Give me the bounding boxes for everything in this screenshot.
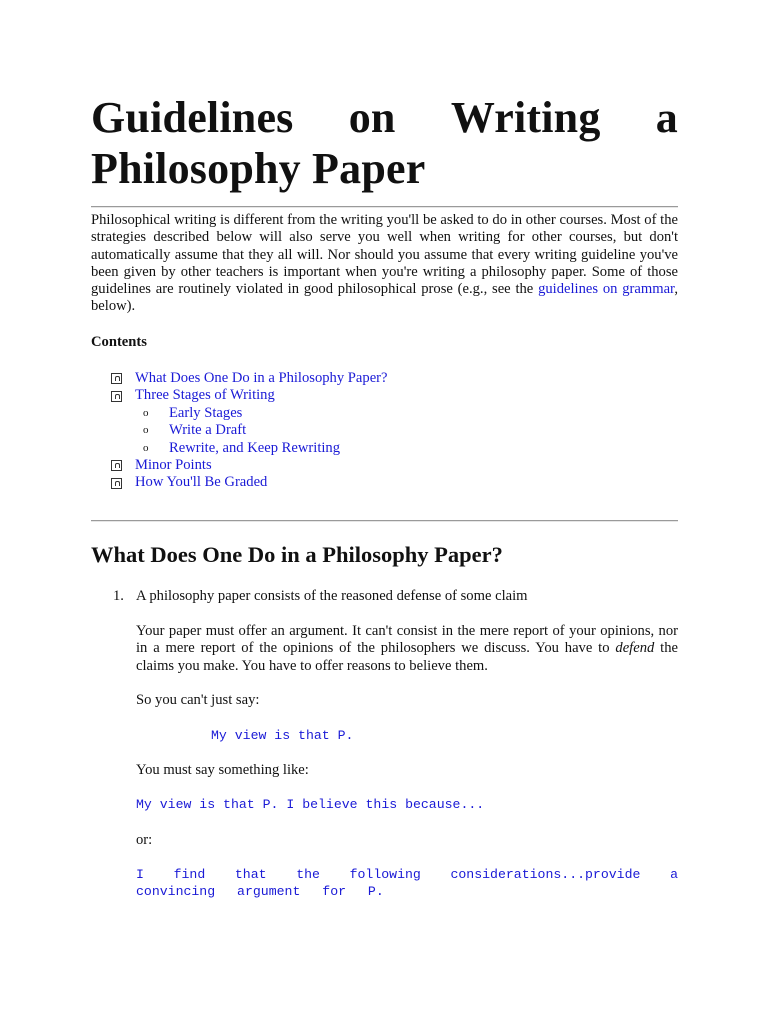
sub-bullet-icon: o [143,424,149,437]
title-word: a [655,93,678,142]
sub-bullet-icon: o [143,441,149,454]
toc-link-three-stages[interactable]: Three Stages of Writing [135,387,275,404]
toc-link-write-draft[interactable]: Write a Draft [169,422,247,439]
title-word: Writing [450,93,601,142]
title-line-1 [91,92,678,143]
horizontal-rule [91,520,678,522]
body-text: Your paper must offer an argument. It can't consist in the mere report of your opinions, nor in a mere report of the opinions of the philosophers we discuss. You have to [136,623,678,657]
bullet-icon [111,460,122,471]
title-line-2: Philosophy Paper [91,144,426,193]
toc-link-minor-points[interactable]: Minor Points [135,456,212,473]
body-paragraph: So you can't just say: [136,692,260,708]
toc-subitem [143,422,388,439]
toc-item [111,370,388,387]
toc-sublist-container [111,405,388,457]
code-example: My view is that P. [211,728,354,743]
page-title [91,92,678,194]
body-text: the claims you make. You have to offer reasons to believe them. [136,640,678,674]
section-heading: What Does One Do in a Philosophy Paper? [91,542,503,567]
toc-item [111,387,388,404]
intro-text-end: , below). [91,281,678,315]
toc-subitem [143,405,388,422]
toc-sublist [111,405,388,457]
title-word: Guidelines [91,93,294,142]
title-word: on [348,93,396,142]
intro-paragraph [91,212,678,316]
table-of-contents [111,370,388,492]
list-item-title: A philosophy paper consists of the reasoned defense of some claim [136,588,528,604]
toc-link-how-graded[interactable]: How You'll Be Graded [135,474,268,491]
code-example: My view is that P. I believe this because... [136,797,485,812]
sub-bullet-icon: o [143,406,149,419]
bullet-icon [111,478,122,489]
toc-link-rewrite[interactable]: Rewrite, and Keep Rewriting [169,439,341,456]
toc-item [111,474,388,491]
bullet-icon [111,373,122,384]
intro-text: Philosophical writing is different from the writing you'll be asked to do in other courses. Most of the strategies described below will also serve you well when writing for other courses, but don't automatically assume that they all will. Nor should you assume that every writing guideline you've been given by other teachers is important when you're writing a philosophy paper. Some of those guidelines are routinely violated in good philosophical prose (e.g., see the [91,212,678,298]
emphasis-text: defend [615,640,655,657]
body-paragraph: You must say something like: [136,762,309,778]
body-paragraph: or: [136,832,153,848]
toc-subitem [143,440,388,457]
grammar-guidelines-link[interactable]: guidelines on grammar [538,281,675,298]
toc-link-what-does-one-do[interactable]: What Does One Do in a Philosophy Paper? [135,370,388,386]
toc-link-early-stages[interactable]: Early Stages [169,404,243,421]
body-paragraph [136,623,678,675]
toc-item [111,457,388,474]
bullet-icon [111,391,122,402]
code-example: I find that the following considerations...provide a convincing argument for P. [136,867,678,900]
horizontal-rule [91,206,678,208]
contents-heading: Contents [91,334,147,350]
list-item-number: 1. [113,588,124,604]
